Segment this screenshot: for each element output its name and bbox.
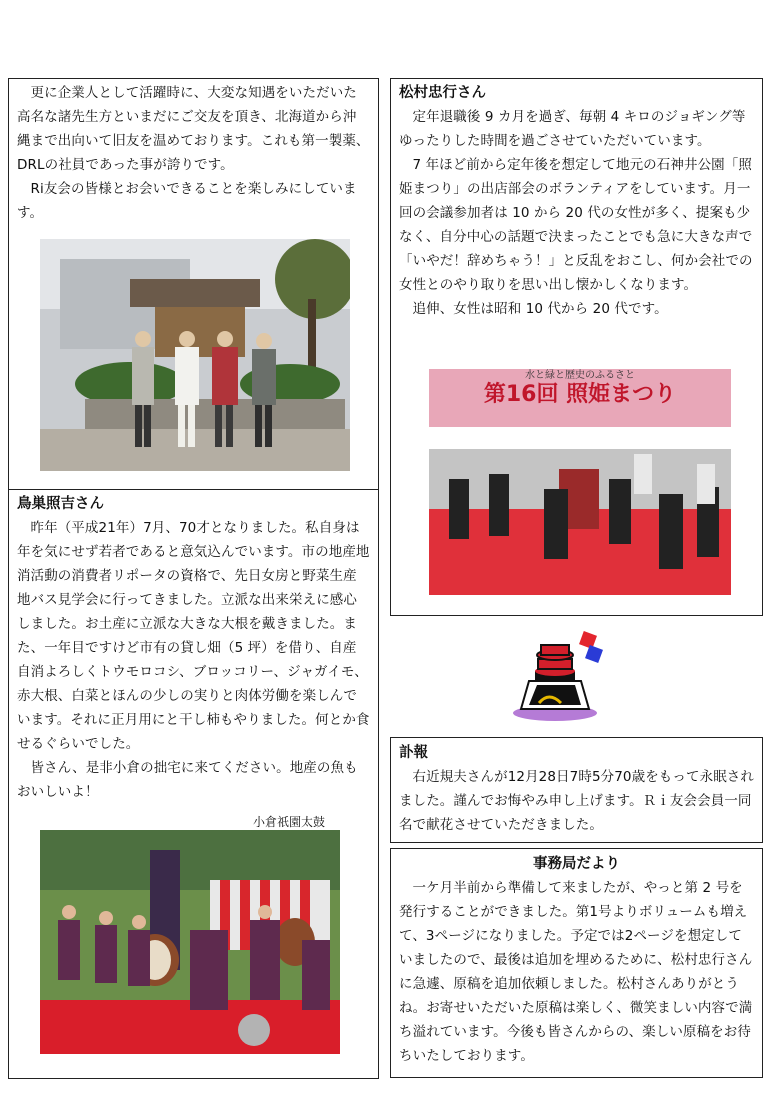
- article-heading: 鳥巣照吉さん: [17, 496, 104, 512]
- article-heading: 松村忠行さん: [399, 85, 486, 101]
- article-paragraph: 定年退職後 9 カ月を過ぎ、毎朝 4 キロのジョギング等ゆったりした時間を過ごさせていただいています。: [399, 109, 746, 149]
- article-continuation-box: [8, 78, 379, 490]
- group-photo-illustration: [40, 239, 350, 471]
- article-paragraph: 更に企業人として活躍時に、大変な知遇をいただいた高名な諸先生方といまだにご交友を頂き、北海道から沖縄まで出向いて旧友を温めております。これも第一製薬、DRLの社員であった事が誇りです。: [17, 85, 370, 173]
- article-paragraph: 追伸、女性は昭和 10 代から 20 代です。: [412, 301, 668, 317]
- article-matsumura-box: [390, 78, 763, 616]
- clipart-illustration: [505, 625, 615, 725]
- office-news-heading: 事務局だより: [533, 856, 620, 872]
- obituary-paragraph: 右近規夫さんが12月28日7時5分70歳をもって永眠されました。謹んでお悔やみ申し上げます。Ｒｉ友会会員一同名で献花させていただきました。: [399, 769, 755, 833]
- taiko-photo: [40, 830, 340, 1054]
- article-paragraph: 7 年ほど前から定年後を想定して地元の石神井公園「照姫まつり」の出店部会のボランティアをしています。月一回の会議参加者は 10 から 20 代の女性が多く、提案も少なく、自分中心の話題で決まったことでも急に大きな声で「いやだ！辞めちゃう！」と反乱をおこし、何か会社での女性とのやり取りを思い出し懐かしくなります。: [399, 157, 753, 293]
- photo-caption: 小倉祇園太鼓: [253, 815, 326, 829]
- article-torisu-box: [8, 489, 379, 1079]
- obituary-heading: 訃報: [399, 745, 428, 761]
- group-photo: [40, 239, 350, 471]
- office-news-box: [390, 848, 763, 1078]
- festival-banner-title: 第16回 照姫まつり: [483, 382, 677, 407]
- obituary-box: [390, 737, 763, 843]
- article-paragraph: 皆さん、是非小倉の拙宅に来てください。地産の魚もおいしいよ！: [17, 760, 358, 800]
- festival-photo: [429, 369, 731, 595]
- festival-banner-sub: 水と緑と歴史のふるさと: [525, 370, 635, 381]
- article-paragraph: 昨年（平成21年）7月、70才となりました。私自身は年を気にせず若者であると意気込んでいます。市の地産地消活動の消費者リポータの資格で、先日女房と野菜生産地バス見学会に行ってきました。立派な出来栄えに感心しました。お土産に立派な大きな大根を戴きました。また、一年目ですけど市有の貸し畑（5 坪）を借り、自産自消よろしくトウモロコシ、ブロッコリー、ジャガイモ、赤大根、白菜とほんの少しの実りと肉体労働を楽しんでいます。それに正月用にと干し柿もやりました。何とか食せるぐらいでした。: [17, 520, 370, 752]
- taiko-photo-illustration: [40, 830, 340, 1054]
- clipart-drawing: [505, 625, 615, 725]
- article-paragraph: Ri友会の皆様とお会いできることを楽しみにしています。: [17, 181, 357, 221]
- office-news-paragraph: 一ケ月半前から準備して来ましたが、やっと第 2 号を発行することができました。第1号よりボリュームも増えて、3ページになりました。予定では2ページを想定していましたので、最後は追加を埋めるために、松村忠行さんに急遽、原稿を追加依頼しました。松村さんありがとうね。お寄せいただいた原稿は楽しく、微笑ましい内容で満ち溢れています。今後も皆さんからの、楽しい原稿をお待ちいたしております。: [399, 880, 753, 1064]
